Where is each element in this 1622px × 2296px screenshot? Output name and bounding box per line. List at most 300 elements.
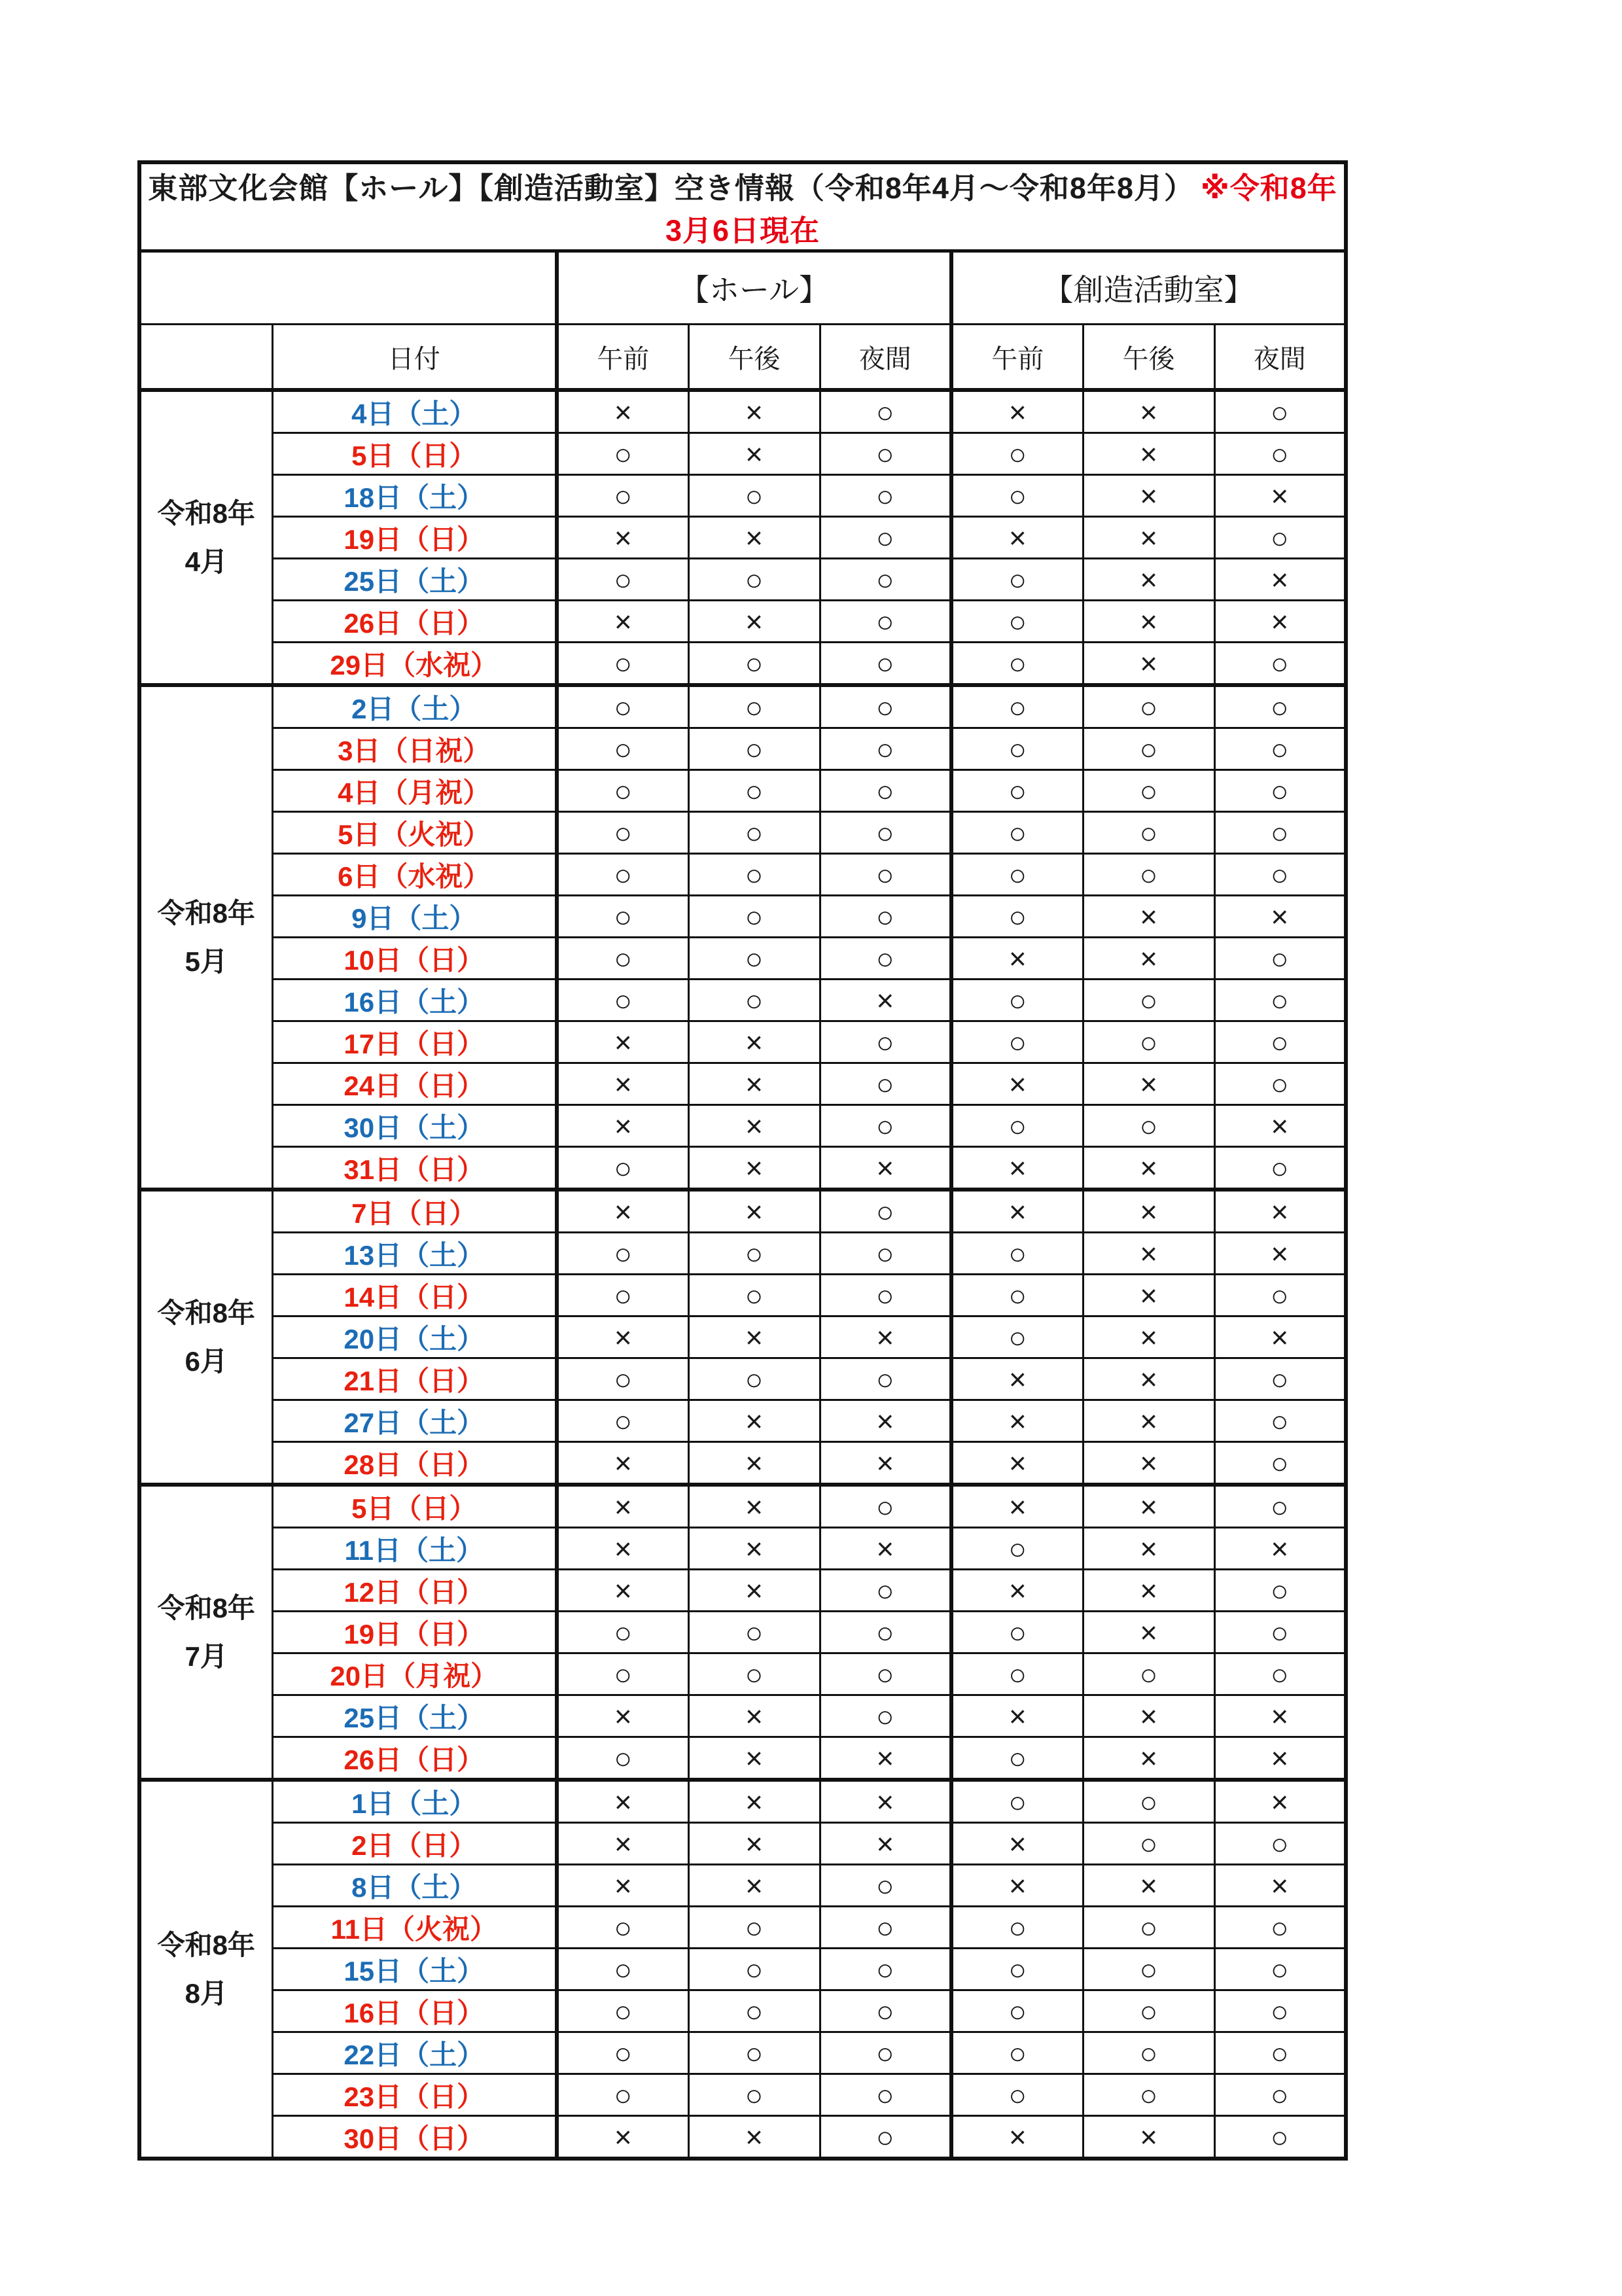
availability-mark-room-am: ○ <box>951 1316 1083 1358</box>
availability-mark-hall-evening: ○ <box>820 812 951 854</box>
availability-mark-hall-pm: ○ <box>688 559 820 601</box>
availability-mark-hall-evening: ○ <box>820 1485 951 1528</box>
title-row <box>139 162 1346 251</box>
facility-header-row <box>139 251 1346 325</box>
date-cell: 7日（日） <box>272 1190 557 1233</box>
date-cell: 23日（日） <box>272 2074 557 2116</box>
date-cell: 4日（土） <box>272 390 557 433</box>
availability-mark-room-evening: × <box>1214 601 1346 643</box>
availability-mark-hall-evening: ○ <box>820 1695 951 1737</box>
date-cell: 18日（土） <box>272 475 557 517</box>
availability-mark-room-pm: ○ <box>1083 1653 1214 1695</box>
availability-mark-hall-pm: ○ <box>688 938 820 980</box>
column-header-row <box>139 325 1346 391</box>
availability-row <box>139 728 1346 770</box>
date-cell: 31日（日） <box>272 1147 557 1190</box>
availability-mark-hall-am: × <box>557 1570 688 1612</box>
availability-mark-hall-am: ○ <box>557 1275 688 1316</box>
availability-mark-hall-am: ○ <box>557 1147 688 1190</box>
date-cell: 2日（日） <box>272 1823 557 1865</box>
availability-mark-hall-pm: × <box>688 1865 820 1907</box>
availability-mark-room-evening: ○ <box>1214 390 1346 433</box>
availability-mark-room-am: ○ <box>951 1990 1083 2032</box>
availability-mark-hall-am: ○ <box>557 896 688 938</box>
availability-mark-room-evening: ○ <box>1214 1990 1346 2032</box>
availability-row <box>139 1485 1346 1528</box>
availability-mark-room-pm: ○ <box>1083 2032 1214 2074</box>
date-cell: 20日（土） <box>272 1316 557 1358</box>
availability-row <box>139 1653 1346 1695</box>
date-cell: 25日（土） <box>272 1695 557 1737</box>
date-cell: 11日（土） <box>272 1528 557 1570</box>
availability-mark-hall-pm: × <box>688 1570 820 1612</box>
availability-row <box>139 1528 1346 1570</box>
month-label-cell <box>139 1485 272 1780</box>
availability-mark-room-evening: × <box>1214 1865 1346 1907</box>
availability-mark-room-am: ○ <box>951 1949 1083 1990</box>
availability-mark-room-pm: × <box>1083 1442 1214 1485</box>
availability-mark-hall-pm: × <box>688 1400 820 1442</box>
availability-mark-room-pm: ○ <box>1083 685 1214 728</box>
availability-mark-hall-am: ○ <box>557 1990 688 2032</box>
availability-mark-room-pm: × <box>1083 601 1214 643</box>
date-cell: 1日（土） <box>272 1780 557 1823</box>
availability-mark-room-pm: × <box>1083 938 1214 980</box>
availability-mark-room-pm: × <box>1083 1147 1214 1190</box>
availability-mark-room-am: × <box>951 1823 1083 1865</box>
availability-mark-hall-pm: ○ <box>688 854 820 896</box>
availability-mark-hall-evening: ○ <box>820 390 951 433</box>
availability-mark-room-am: × <box>951 517 1083 559</box>
availability-mark-room-pm: × <box>1083 1400 1214 1442</box>
availability-mark-room-am: ○ <box>951 770 1083 812</box>
availability-row <box>139 1105 1346 1147</box>
availability-mark-room-evening: ○ <box>1214 1442 1346 1485</box>
availability-mark-hall-am: ○ <box>557 770 688 812</box>
date-cell: 30日（土） <box>272 1105 557 1147</box>
room-evening-header: 夜間 <box>1214 325 1346 391</box>
availability-mark-room-evening: × <box>1214 1105 1346 1147</box>
availability-mark-room-am: ○ <box>951 1528 1083 1570</box>
availability-row <box>139 559 1346 601</box>
availability-mark-hall-pm: ○ <box>688 812 820 854</box>
availability-mark-hall-pm: × <box>688 2116 820 2159</box>
availability-mark-room-evening: × <box>1214 1780 1346 1823</box>
availability-mark-room-am: ○ <box>951 812 1083 854</box>
availability-mark-room-am: × <box>951 1063 1083 1105</box>
availability-mark-room-evening: ○ <box>1214 1147 1346 1190</box>
availability-mark-hall-am: ○ <box>557 1907 688 1949</box>
date-cell: 3日（日祝） <box>272 728 557 770</box>
availability-mark-room-pm: × <box>1083 390 1214 433</box>
month-label: 5月 <box>185 945 228 977</box>
date-cell: 15日（土） <box>272 1949 557 1990</box>
availability-mark-hall-evening: ○ <box>820 1612 951 1653</box>
availability-row <box>139 1442 1346 1485</box>
availability-row <box>139 1990 1346 2032</box>
availability-mark-hall-evening: ○ <box>820 1063 951 1105</box>
availability-mark-hall-pm: × <box>688 601 820 643</box>
availability-mark-room-am: ○ <box>951 2032 1083 2074</box>
availability-mark-room-evening: × <box>1214 1695 1346 1737</box>
availability-mark-room-am: ○ <box>951 433 1083 475</box>
month-label-cell <box>139 390 272 685</box>
date-cell: 20日（月祝） <box>272 1653 557 1695</box>
availability-mark-hall-pm: × <box>688 1316 820 1358</box>
availability-mark-hall-am: ○ <box>557 728 688 770</box>
availability-mark-room-pm: × <box>1083 1528 1214 1570</box>
month-year-label: 令和8年 <box>157 1593 255 1623</box>
availability-mark-room-pm: × <box>1083 2116 1214 2159</box>
availability-row <box>139 2074 1346 2116</box>
availability-mark-room-pm: ○ <box>1083 1780 1214 1823</box>
availability-mark-room-am: × <box>951 1190 1083 1233</box>
availability-mark-room-am: × <box>951 1147 1083 1190</box>
availability-mark-hall-pm: × <box>688 1442 820 1485</box>
availability-mark-hall-pm: ○ <box>688 1358 820 1400</box>
date-cell: 8日（土） <box>272 1865 557 1907</box>
month-column-spacer <box>139 325 272 391</box>
availability-row <box>139 1695 1346 1737</box>
availability-mark-room-pm: × <box>1083 1275 1214 1316</box>
availability-mark-hall-am: × <box>557 1528 688 1570</box>
availability-mark-room-am: × <box>951 2116 1083 2159</box>
date-cell: 24日（日） <box>272 1063 557 1105</box>
availability-row <box>139 517 1346 559</box>
date-cell: 10日（日） <box>272 938 557 980</box>
availability-mark-hall-pm: ○ <box>688 643 820 686</box>
date-cell: 6日（水祝） <box>272 854 557 896</box>
availability-mark-hall-evening: ○ <box>820 938 951 980</box>
availability-mark-room-evening: × <box>1214 1316 1346 1358</box>
availability-mark-hall-evening: × <box>820 1780 951 1823</box>
availability-mark-room-evening: × <box>1214 475 1346 517</box>
availability-mark-room-evening: ○ <box>1214 1570 1346 1612</box>
availability-mark-hall-am: × <box>557 1695 688 1737</box>
availability-mark-hall-evening: ○ <box>820 1275 951 1316</box>
hall-evening-header: 夜間 <box>820 325 951 391</box>
availability-mark-hall-evening: ○ <box>820 559 951 601</box>
availability-mark-room-am: ○ <box>951 1275 1083 1316</box>
month-year-label: 令和8年 <box>157 898 255 928</box>
availability-mark-hall-am: × <box>557 390 688 433</box>
availability-mark-room-evening: ○ <box>1214 854 1346 896</box>
availability-mark-room-pm: ○ <box>1083 770 1214 812</box>
availability-mark-hall-am: × <box>557 1823 688 1865</box>
availability-row <box>139 643 1346 686</box>
availability-row <box>139 1400 1346 1442</box>
availability-mark-room-am: ○ <box>951 1021 1083 1063</box>
availability-mark-hall-evening: × <box>820 1442 951 1485</box>
availability-mark-hall-am: ○ <box>557 938 688 980</box>
availability-mark-hall-pm: × <box>688 1695 820 1737</box>
availability-mark-hall-evening: ○ <box>820 685 951 728</box>
availability-row <box>139 1316 1346 1358</box>
availability-mark-room-evening: ○ <box>1214 1612 1346 1653</box>
availability-mark-hall-am: × <box>557 1105 688 1147</box>
availability-mark-hall-evening: ○ <box>820 517 951 559</box>
page-title-note: ※令和8年3月6日現在 <box>665 171 1337 247</box>
availability-mark-room-evening: ○ <box>1214 1275 1346 1316</box>
availability-mark-hall-pm: ○ <box>688 896 820 938</box>
availability-mark-hall-am: × <box>557 1063 688 1105</box>
availability-row <box>139 475 1346 517</box>
availability-mark-room-pm: ○ <box>1083 1907 1214 1949</box>
availability-row <box>139 1063 1346 1105</box>
availability-mark-hall-evening: ○ <box>820 1949 951 1990</box>
month-label-cell <box>139 1190 272 1485</box>
room-pm-header: 午後 <box>1083 325 1214 391</box>
availability-mark-hall-evening: ○ <box>820 1358 951 1400</box>
availability-mark-room-am: × <box>951 1570 1083 1612</box>
availability-mark-room-am: ○ <box>951 1737 1083 1780</box>
date-cell: 13日（土） <box>272 1233 557 1275</box>
availability-mark-room-pm: × <box>1083 1233 1214 1275</box>
availability-mark-hall-am: ○ <box>557 812 688 854</box>
availability-mark-room-pm: × <box>1083 1612 1214 1653</box>
availability-mark-hall-evening: ○ <box>820 728 951 770</box>
availability-mark-hall-evening: ○ <box>820 1990 951 2032</box>
availability-mark-hall-pm: ○ <box>688 1907 820 1949</box>
availability-mark-hall-pm: × <box>688 1063 820 1105</box>
availability-mark-hall-evening: × <box>820 1400 951 1442</box>
availability-row <box>139 1570 1346 1612</box>
availability-mark-room-evening: ○ <box>1214 2032 1346 2074</box>
month-year-label: 令和8年 <box>157 498 255 529</box>
availability-mark-room-pm: × <box>1083 643 1214 686</box>
availability-mark-hall-am: ○ <box>557 1653 688 1695</box>
availability-mark-room-evening: × <box>1214 1190 1346 1233</box>
availability-mark-room-pm: ○ <box>1083 812 1214 854</box>
availability-mark-hall-am: × <box>557 1780 688 1823</box>
availability-mark-hall-evening: × <box>820 1316 951 1358</box>
availability-mark-hall-pm: ○ <box>688 1612 820 1653</box>
availability-mark-hall-evening: ○ <box>820 643 951 686</box>
availability-mark-room-pm: ○ <box>1083 1949 1214 1990</box>
date-cell: 21日（日） <box>272 1358 557 1400</box>
availability-mark-hall-am: × <box>557 1316 688 1358</box>
availability-mark-room-evening: × <box>1214 1737 1346 1780</box>
availability-mark-hall-am: ○ <box>557 433 688 475</box>
availability-mark-room-evening: ○ <box>1214 1653 1346 1695</box>
availability-mark-hall-am: ○ <box>557 685 688 728</box>
availability-mark-hall-evening: × <box>820 980 951 1021</box>
availability-row <box>139 1233 1346 1275</box>
date-cell: 12日（日） <box>272 1570 557 1612</box>
availability-mark-room-pm: ○ <box>1083 1823 1214 1865</box>
availability-mark-room-pm: × <box>1083 1358 1214 1400</box>
availability-mark-room-pm: × <box>1083 1570 1214 1612</box>
availability-mark-hall-evening: ○ <box>820 475 951 517</box>
availability-mark-room-am: ○ <box>951 601 1083 643</box>
availability-row <box>139 1823 1346 1865</box>
availability-mark-room-pm: ○ <box>1083 1990 1214 2032</box>
date-cell: 9日（土） <box>272 896 557 938</box>
date-cell: 5日（日） <box>272 433 557 475</box>
availability-mark-hall-am: ○ <box>557 643 688 686</box>
month-label: 6月 <box>185 1345 228 1377</box>
availability-mark-room-pm: ○ <box>1083 2074 1214 2116</box>
availability-mark-hall-pm: ○ <box>688 1275 820 1316</box>
date-cell: 5日（日） <box>272 1485 557 1528</box>
date-cell: 26日（日） <box>272 601 557 643</box>
availability-row <box>139 390 1346 433</box>
availability-mark-hall-evening: ○ <box>820 770 951 812</box>
availability-mark-room-am: × <box>951 1485 1083 1528</box>
availability-row <box>139 1780 1346 1823</box>
availability-mark-hall-am: ○ <box>557 1400 688 1442</box>
date-cell: 5日（火祝） <box>272 812 557 854</box>
availability-mark-hall-evening: ○ <box>820 2032 951 2074</box>
availability-mark-room-evening: ○ <box>1214 2074 1346 2116</box>
availability-mark-room-pm: ○ <box>1083 728 1214 770</box>
availability-row <box>139 601 1346 643</box>
date-cell: 25日（土） <box>272 559 557 601</box>
availability-mark-room-am: × <box>951 1442 1083 1485</box>
availability-mark-hall-am: × <box>557 1190 688 1233</box>
facility-header-hall: 【ホール】 <box>557 251 951 325</box>
availability-mark-hall-pm: × <box>688 1147 820 1190</box>
availability-mark-room-am: ○ <box>951 1780 1083 1823</box>
availability-mark-hall-pm: × <box>688 517 820 559</box>
availability-mark-hall-am: ○ <box>557 854 688 896</box>
availability-mark-hall-pm: × <box>688 1485 820 1528</box>
availability-mark-hall-am: ○ <box>557 1358 688 1400</box>
availability-mark-room-pm: × <box>1083 517 1214 559</box>
availability-mark-hall-evening: × <box>820 1823 951 1865</box>
availability-mark-hall-pm: ○ <box>688 2074 820 2116</box>
availability-mark-room-pm: × <box>1083 1316 1214 1358</box>
availability-mark-room-pm: ○ <box>1083 854 1214 896</box>
availability-mark-hall-pm: × <box>688 1737 820 1780</box>
month-label: 4月 <box>185 546 228 577</box>
hall-pm-header: 午後 <box>688 325 820 391</box>
availability-mark-hall-am: ○ <box>557 1612 688 1653</box>
availability-mark-hall-evening: ○ <box>820 1021 951 1063</box>
availability-mark-hall-evening: × <box>820 1528 951 1570</box>
availability-mark-hall-am: × <box>557 2116 688 2159</box>
availability-mark-room-am: ○ <box>951 728 1083 770</box>
availability-mark-hall-evening: ○ <box>820 1233 951 1275</box>
availability-mark-hall-evening: ○ <box>820 1105 951 1147</box>
date-cell: 28日（日） <box>272 1442 557 1485</box>
hall-am-header: 午前 <box>557 325 688 391</box>
availability-mark-hall-evening: ○ <box>820 1653 951 1695</box>
availability-mark-hall-pm: × <box>688 433 820 475</box>
date-cell: 14日（日） <box>272 1275 557 1316</box>
availability-mark-hall-evening: × <box>820 1737 951 1780</box>
availability-mark-hall-pm: ○ <box>688 1653 820 1695</box>
availability-mark-room-am: × <box>951 1400 1083 1442</box>
availability-mark-room-am: ○ <box>951 2074 1083 2116</box>
availability-mark-hall-pm: × <box>688 1105 820 1147</box>
availability-mark-hall-am: ○ <box>557 2074 688 2116</box>
availability-mark-hall-evening: ○ <box>820 854 951 896</box>
availability-mark-room-evening: ○ <box>1214 1358 1346 1400</box>
availability-mark-hall-am: × <box>557 1485 688 1528</box>
availability-mark-hall-am: ○ <box>557 475 688 517</box>
availability-mark-room-am: ○ <box>951 685 1083 728</box>
availability-mark-hall-pm: × <box>688 1528 820 1570</box>
availability-mark-room-am: ○ <box>951 1907 1083 1949</box>
availability-mark-hall-evening: ○ <box>820 2116 951 2159</box>
availability-mark-room-am: ○ <box>951 896 1083 938</box>
availability-mark-room-pm: × <box>1083 475 1214 517</box>
availability-mark-hall-pm: × <box>688 390 820 433</box>
availability-mark-hall-am: ○ <box>557 559 688 601</box>
availability-mark-hall-am: × <box>557 601 688 643</box>
date-cell: 16日（日） <box>272 1990 557 2032</box>
availability-mark-room-am: ○ <box>951 1233 1083 1275</box>
month-year-label: 令和8年 <box>157 1930 255 1960</box>
availability-mark-room-evening: ○ <box>1214 812 1346 854</box>
availability-mark-room-pm: × <box>1083 559 1214 601</box>
availability-row <box>139 1147 1346 1190</box>
availability-mark-room-am: ○ <box>951 559 1083 601</box>
availability-mark-room-am: ○ <box>951 643 1083 686</box>
month-label-cell <box>139 1780 272 2159</box>
availability-mark-hall-pm: × <box>688 1780 820 1823</box>
facility-header-room: 【創造活動室】 <box>951 251 1346 325</box>
availability-mark-room-evening: × <box>1214 559 1346 601</box>
availability-row <box>139 2116 1346 2159</box>
availability-row <box>139 896 1346 938</box>
availability-mark-room-am: ○ <box>951 1653 1083 1695</box>
date-cell: 4日（月祝） <box>272 770 557 812</box>
availability-mark-hall-pm: ○ <box>688 2032 820 2074</box>
availability-mark-room-pm: ○ <box>1083 1021 1214 1063</box>
date-cell: 16日（土） <box>272 980 557 1021</box>
availability-row <box>139 2032 1346 2074</box>
availability-mark-hall-pm: × <box>688 1823 820 1865</box>
availability-row <box>139 1865 1346 1907</box>
date-cell: 11日（火祝） <box>272 1907 557 1949</box>
availability-mark-hall-evening: ○ <box>820 1865 951 1907</box>
availability-row <box>139 770 1346 812</box>
date-cell: 19日（日） <box>272 1612 557 1653</box>
availability-mark-hall-am: × <box>557 1442 688 1485</box>
date-cell: 2日（土） <box>272 685 557 728</box>
availability-mark-room-evening: ○ <box>1214 1063 1346 1105</box>
availability-mark-room-am: ○ <box>951 854 1083 896</box>
availability-row <box>139 854 1346 896</box>
availability-mark-room-am: ○ <box>951 1612 1083 1653</box>
availability-row <box>139 1275 1346 1316</box>
availability-mark-hall-am: ○ <box>557 1737 688 1780</box>
availability-row <box>139 1021 1346 1063</box>
availability-mark-room-pm: × <box>1083 1485 1214 1528</box>
availability-mark-room-am: ○ <box>951 980 1083 1021</box>
availability-mark-hall-evening: ○ <box>820 1570 951 1612</box>
availability-mark-hall-pm: ○ <box>688 475 820 517</box>
availability-mark-hall-evening: × <box>820 1147 951 1190</box>
availability-mark-room-evening: ○ <box>1214 2116 1346 2159</box>
availability-mark-hall-am: ○ <box>557 2032 688 2074</box>
availability-mark-room-evening: ○ <box>1214 938 1346 980</box>
availability-mark-room-evening: ○ <box>1214 685 1346 728</box>
availability-row <box>139 685 1346 728</box>
availability-mark-room-evening: ○ <box>1214 433 1346 475</box>
availability-row <box>139 433 1346 475</box>
availability-mark-hall-pm: ○ <box>688 728 820 770</box>
availability-mark-hall-evening: ○ <box>820 896 951 938</box>
availability-mark-room-am: ○ <box>951 475 1083 517</box>
availability-row <box>139 938 1346 980</box>
availability-row <box>139 1907 1346 1949</box>
availability-mark-room-pm: ○ <box>1083 980 1214 1021</box>
availability-mark-hall-am: × <box>557 517 688 559</box>
availability-mark-room-evening: × <box>1214 1528 1346 1570</box>
